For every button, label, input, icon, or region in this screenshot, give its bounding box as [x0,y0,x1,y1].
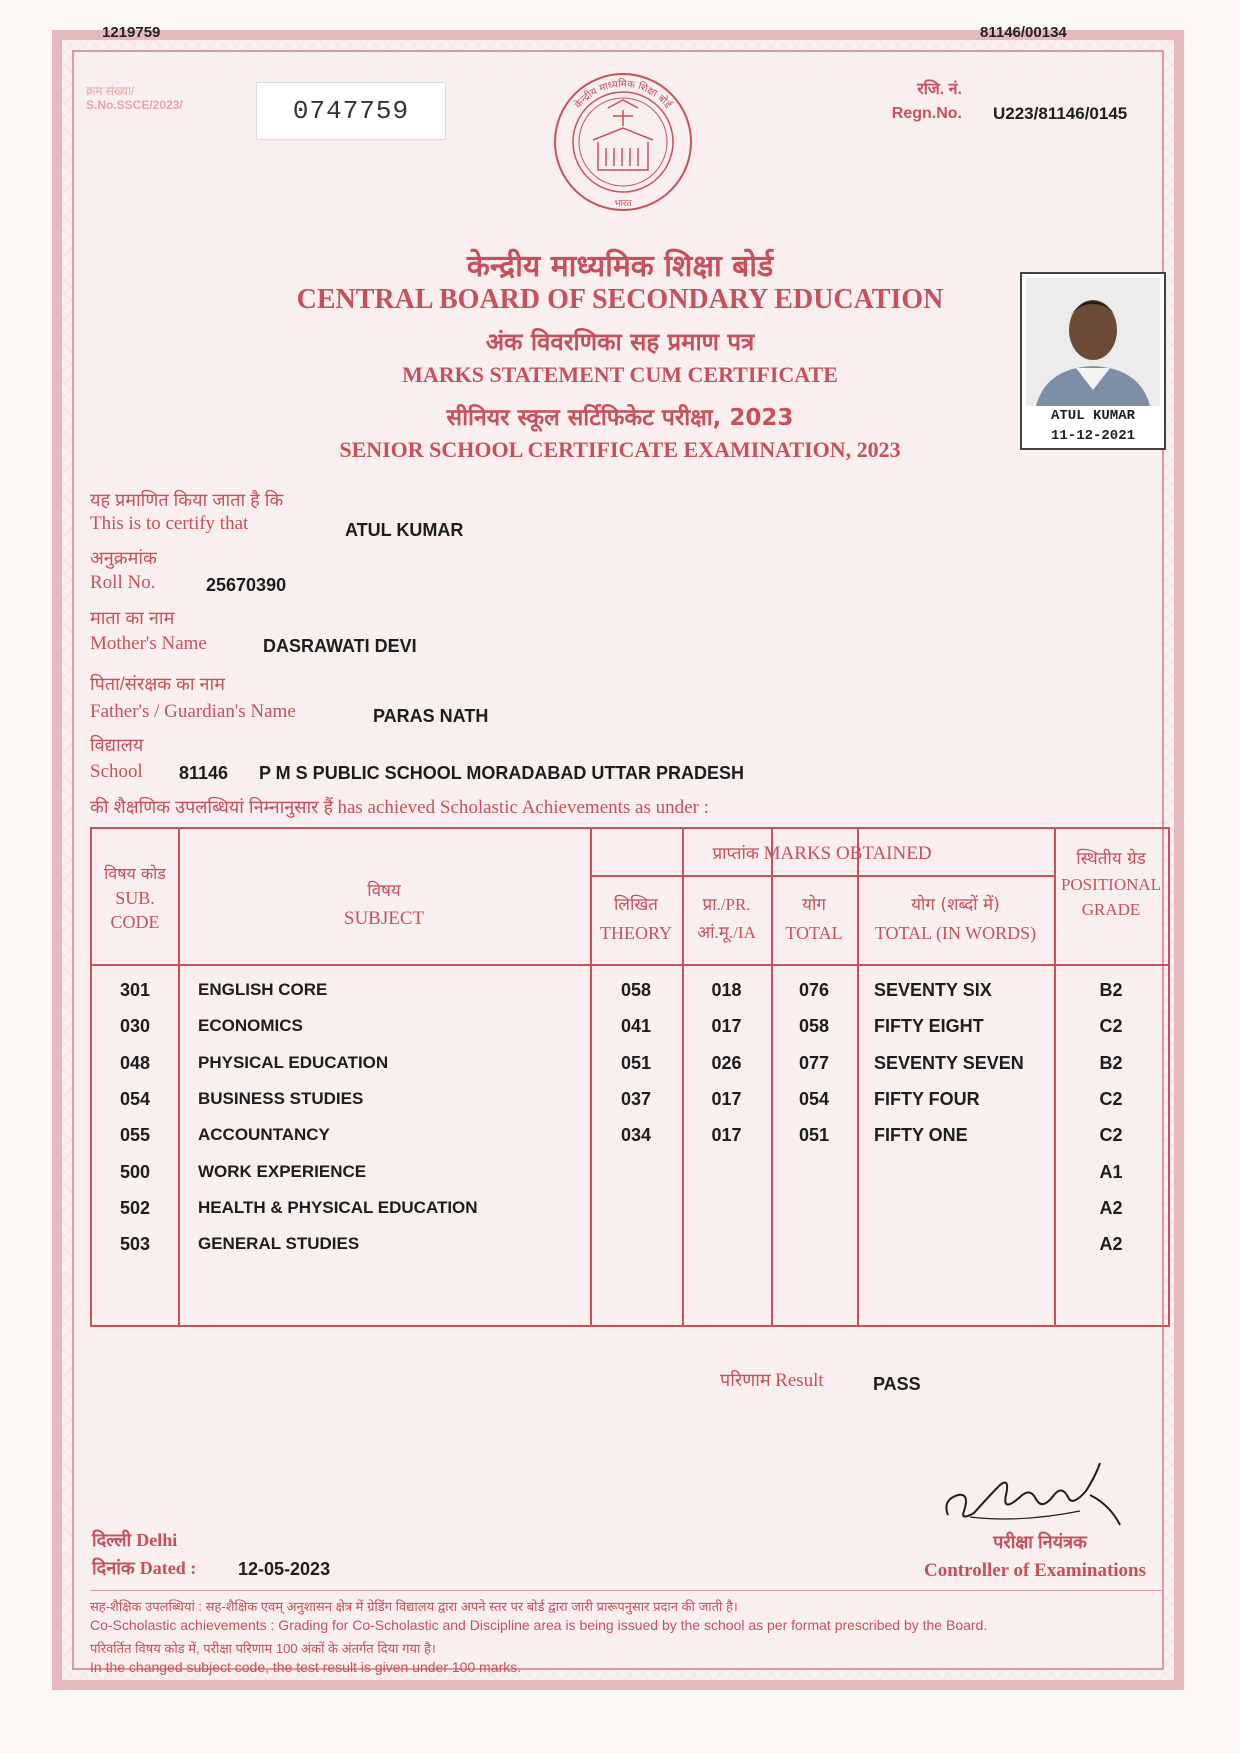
cell-subject: GENERAL STUDIES [198,1234,360,1254]
footnote-line-1: सह-शैक्षिक उपलब्धियां : सह-शैक्षिक एवम् अनुशासन क्षेत्र में ग्रेडिंग विद्यालय द्वारा अपने स्तर पर बोर्ड द्वारा जारी प्रारूपनुसार प्रदान की जाती है। [90,1599,738,1614]
header-code-en1: SUB. [115,888,155,908]
table-divider [590,875,1054,877]
cell-practical: 017 [711,1125,742,1146]
photo-image [1026,278,1160,406]
cell-total-words: FIFTY ONE [874,1125,968,1146]
header-total-en: TOTAL [785,923,843,943]
cell-code: 301 [119,980,151,1000]
exam-title-hi: सीनियर स्कूल सर्टिफिकेट परीक्षा, 2023 [446,405,794,431]
cell-practical: 026 [711,1052,742,1073]
controller-signature [940,1455,1130,1540]
registration-label-en: Regn.No. [891,105,962,122]
place-line [92,1528,177,1552]
serial-label [86,84,183,112]
cell-subject: ECONOMICS [198,1016,303,1036]
mother-label-hi: माता का नाम [90,608,175,628]
seal-arc-text: केन्द्रीय माध्यमिक शिक्षा बोर्ड [573,78,674,111]
header-pr: प्रा./PR. [702,895,751,914]
header-total-hi: योग [802,895,826,915]
cell-code: 503 [119,1234,151,1255]
header-marks [590,841,1054,865]
cell-theory: 041 [620,1016,652,1037]
cell-code: 054 [119,1088,151,1109]
cell-grade: C2 [1099,1016,1123,1037]
controller-en: Controller of Examinations [923,1560,1147,1581]
cell-code: 502 [119,1197,151,1218]
header-subject-hi: विषय [367,881,401,901]
school-label-hi: विद्यालय [90,735,144,755]
footnote-divider [90,1590,1164,1591]
certificate-title-en: MARKS STATEMENT CUM CERTIFICATE [402,362,838,387]
header-total-words [857,891,1054,947]
registration-number: U223/81146/0145 [993,104,1128,123]
cell-theory: 058 [620,980,652,1000]
result-label-en: Result [775,1370,824,1391]
cell-subject: PHYSICAL EDUCATION [198,1052,389,1072]
header-code-en2: CODE [110,912,160,932]
header-practical [682,891,771,947]
cell-total: 054 [798,1088,830,1109]
cell-total: 077 [798,1052,830,1073]
header-ia: आं.मू./IA [697,923,756,942]
header-theory-en: THEORY [600,923,672,943]
header-theory-hi: लिखित [614,895,658,915]
mother-label-en: Mother's Name [90,633,207,654]
header-words-en: TOTAL (IN WORDS) [874,923,1037,943]
cell-code: 030 [119,1016,151,1037]
student-photo [1020,272,1166,450]
cell-grade: C2 [1099,1088,1123,1109]
cell-subject: ACCOUNTANCY [198,1125,330,1145]
mother-name: DASRAWATI DEVI [263,636,417,656]
certify-label-hi: यह प्रमाणित किया जाता है कि [90,490,284,510]
cell-code: 048 [119,1052,151,1073]
father-name: PARAS NATH [373,706,489,726]
dated-line [92,1556,196,1580]
cell-grade: C2 [1099,1125,1123,1146]
cell-total-words: SEVENTY SIX [874,980,992,1000]
father-label-en: Father's / Guardian's Name [90,701,296,722]
header-grade-en1: POSITIONAL [1060,875,1162,894]
registration-label [876,78,962,126]
header-marks-en: MARKS OBTAINED [763,843,932,864]
school-code: 81146 [179,763,229,783]
cell-subject: ENGLISH CORE [198,980,328,999]
cell-theory: 051 [620,1052,652,1073]
board-title-en: CENTRAL BOARD OF SECONDARY EDUCATION [296,284,944,315]
achievements-en: has achieved Scholastic Achievements as under : [337,797,709,818]
cell-practical: 017 [711,1088,742,1109]
cell-grade: A2 [1099,1197,1123,1218]
photo-name: ATUL KUMAR [1050,408,1135,424]
header-grade [1054,847,1168,922]
cell-code: 500 [119,1161,151,1182]
footnote-line-4: In the changed subject code, the test result is given under 100 marks. [90,1659,522,1675]
cbse-seal-icon [548,70,698,220]
cell-grade: B2 [1099,980,1123,1000]
cell-total-words: FIFTY FOUR [874,1088,980,1109]
certificate-title-hi: अंक विवरणिका सह प्रमाण पत्र [485,328,755,356]
top-left-number: 1219759 [102,24,161,41]
controller-hi: परीक्षा नियंत्रक [993,1532,1087,1552]
result-value: PASS [873,1374,921,1394]
cell-subject: BUSINESS STUDIES [198,1088,364,1108]
cell-theory: 034 [620,1125,652,1146]
achievements-hi: की शैक्षणिक उपलब्धियां निम्नानुसार हैं [90,797,334,817]
cell-code: 055 [119,1125,151,1146]
header-theory [590,891,682,947]
cell-theory: 037 [620,1088,652,1109]
serial-label-hi: क्रम संख्या/ [86,84,135,98]
serial-number: 0747759 [256,82,446,140]
cell-total: 051 [798,1125,830,1146]
cell-practical: 017 [711,1016,742,1037]
cell-total: 076 [798,980,830,1000]
registration-label-hi: रजि. नं. [917,81,962,98]
cell-subject: HEALTH & PHYSICAL EDUCATION [198,1197,478,1217]
cell-grade: A1 [1099,1161,1123,1182]
header-words-hi: योग (शब्दों में) [911,895,1000,915]
result-label [720,1368,824,1392]
header-total [771,891,857,947]
school-label-en: School [90,761,143,782]
place-en: Delhi [136,1530,178,1550]
dated-label-hi: दिनांक [92,1558,135,1578]
top-right-number: 81146/00134 [980,24,1067,41]
result-label-hi: परिणाम [720,1370,771,1390]
table-divider [92,964,1168,966]
header-code-hi: विषय कोड [104,864,166,883]
cell-total-words: FIFTY EIGHT [874,1016,984,1037]
roll-label-hi: अनुक्रमांक [90,548,157,568]
seal-bottom-text: भारत [614,199,632,209]
footnote-line-3: परिवर्तित विषय कोड में, परीक्षा परिणाम 100 अंकों के अंतर्गत दिया गया है। [90,1641,436,1656]
header-subject [178,877,590,933]
serial-label-en: S.No.SSCE/2023/ [86,98,183,112]
exam-title-en: SENIOR SCHOOL CERTIFICATE EXAMINATION, 2023 [339,437,901,462]
photo-date: 11-12-2021 [1050,428,1135,444]
cell-grade: A2 [1099,1234,1123,1255]
header-sub-code [92,862,178,934]
header-grade-hi: स्थितीय ग्रेड [1076,849,1146,869]
cell-grade: B2 [1099,1052,1123,1073]
student-name: ATUL KUMAR [345,520,464,540]
school-name: P M S PUBLIC SCHOOL MORADABAD UTTAR PRADESH [259,763,745,783]
place-hi: दिल्ली [92,1530,132,1550]
board-title-hi: केन्द्रीय माध्यमिक शिक्षा बोर्ड [466,249,774,284]
header-marks-hi: प्राप्तांक [712,844,759,864]
cell-total: 058 [798,1016,830,1037]
cell-subject: WORK EXPERIENCE [198,1161,367,1181]
footnote-line-2: Co-Scholastic achievements : Grading for Co-Scholastic and Discipline area is being issued by the school as per format prescribed by the Board. [90,1617,988,1633]
father-label-hi: पिता/संरक्षक का नाम [90,674,225,694]
marks-table [90,827,1170,1327]
cell-total-words: SEVENTY SEVEN [874,1052,1024,1073]
certify-label-en: This is to certify that [90,513,249,534]
roll-number: 25670390 [206,575,287,595]
header-subject-en: SUBJECT [343,908,425,929]
dated-label-en: Dated : [139,1558,197,1578]
achievements-line [90,795,709,819]
dated-value: 12-05-2023 [238,1559,331,1579]
roll-label-en: Roll No. [90,572,156,593]
cell-practical: 018 [711,980,742,1000]
header-grade-en2: GRADE [1081,900,1141,919]
